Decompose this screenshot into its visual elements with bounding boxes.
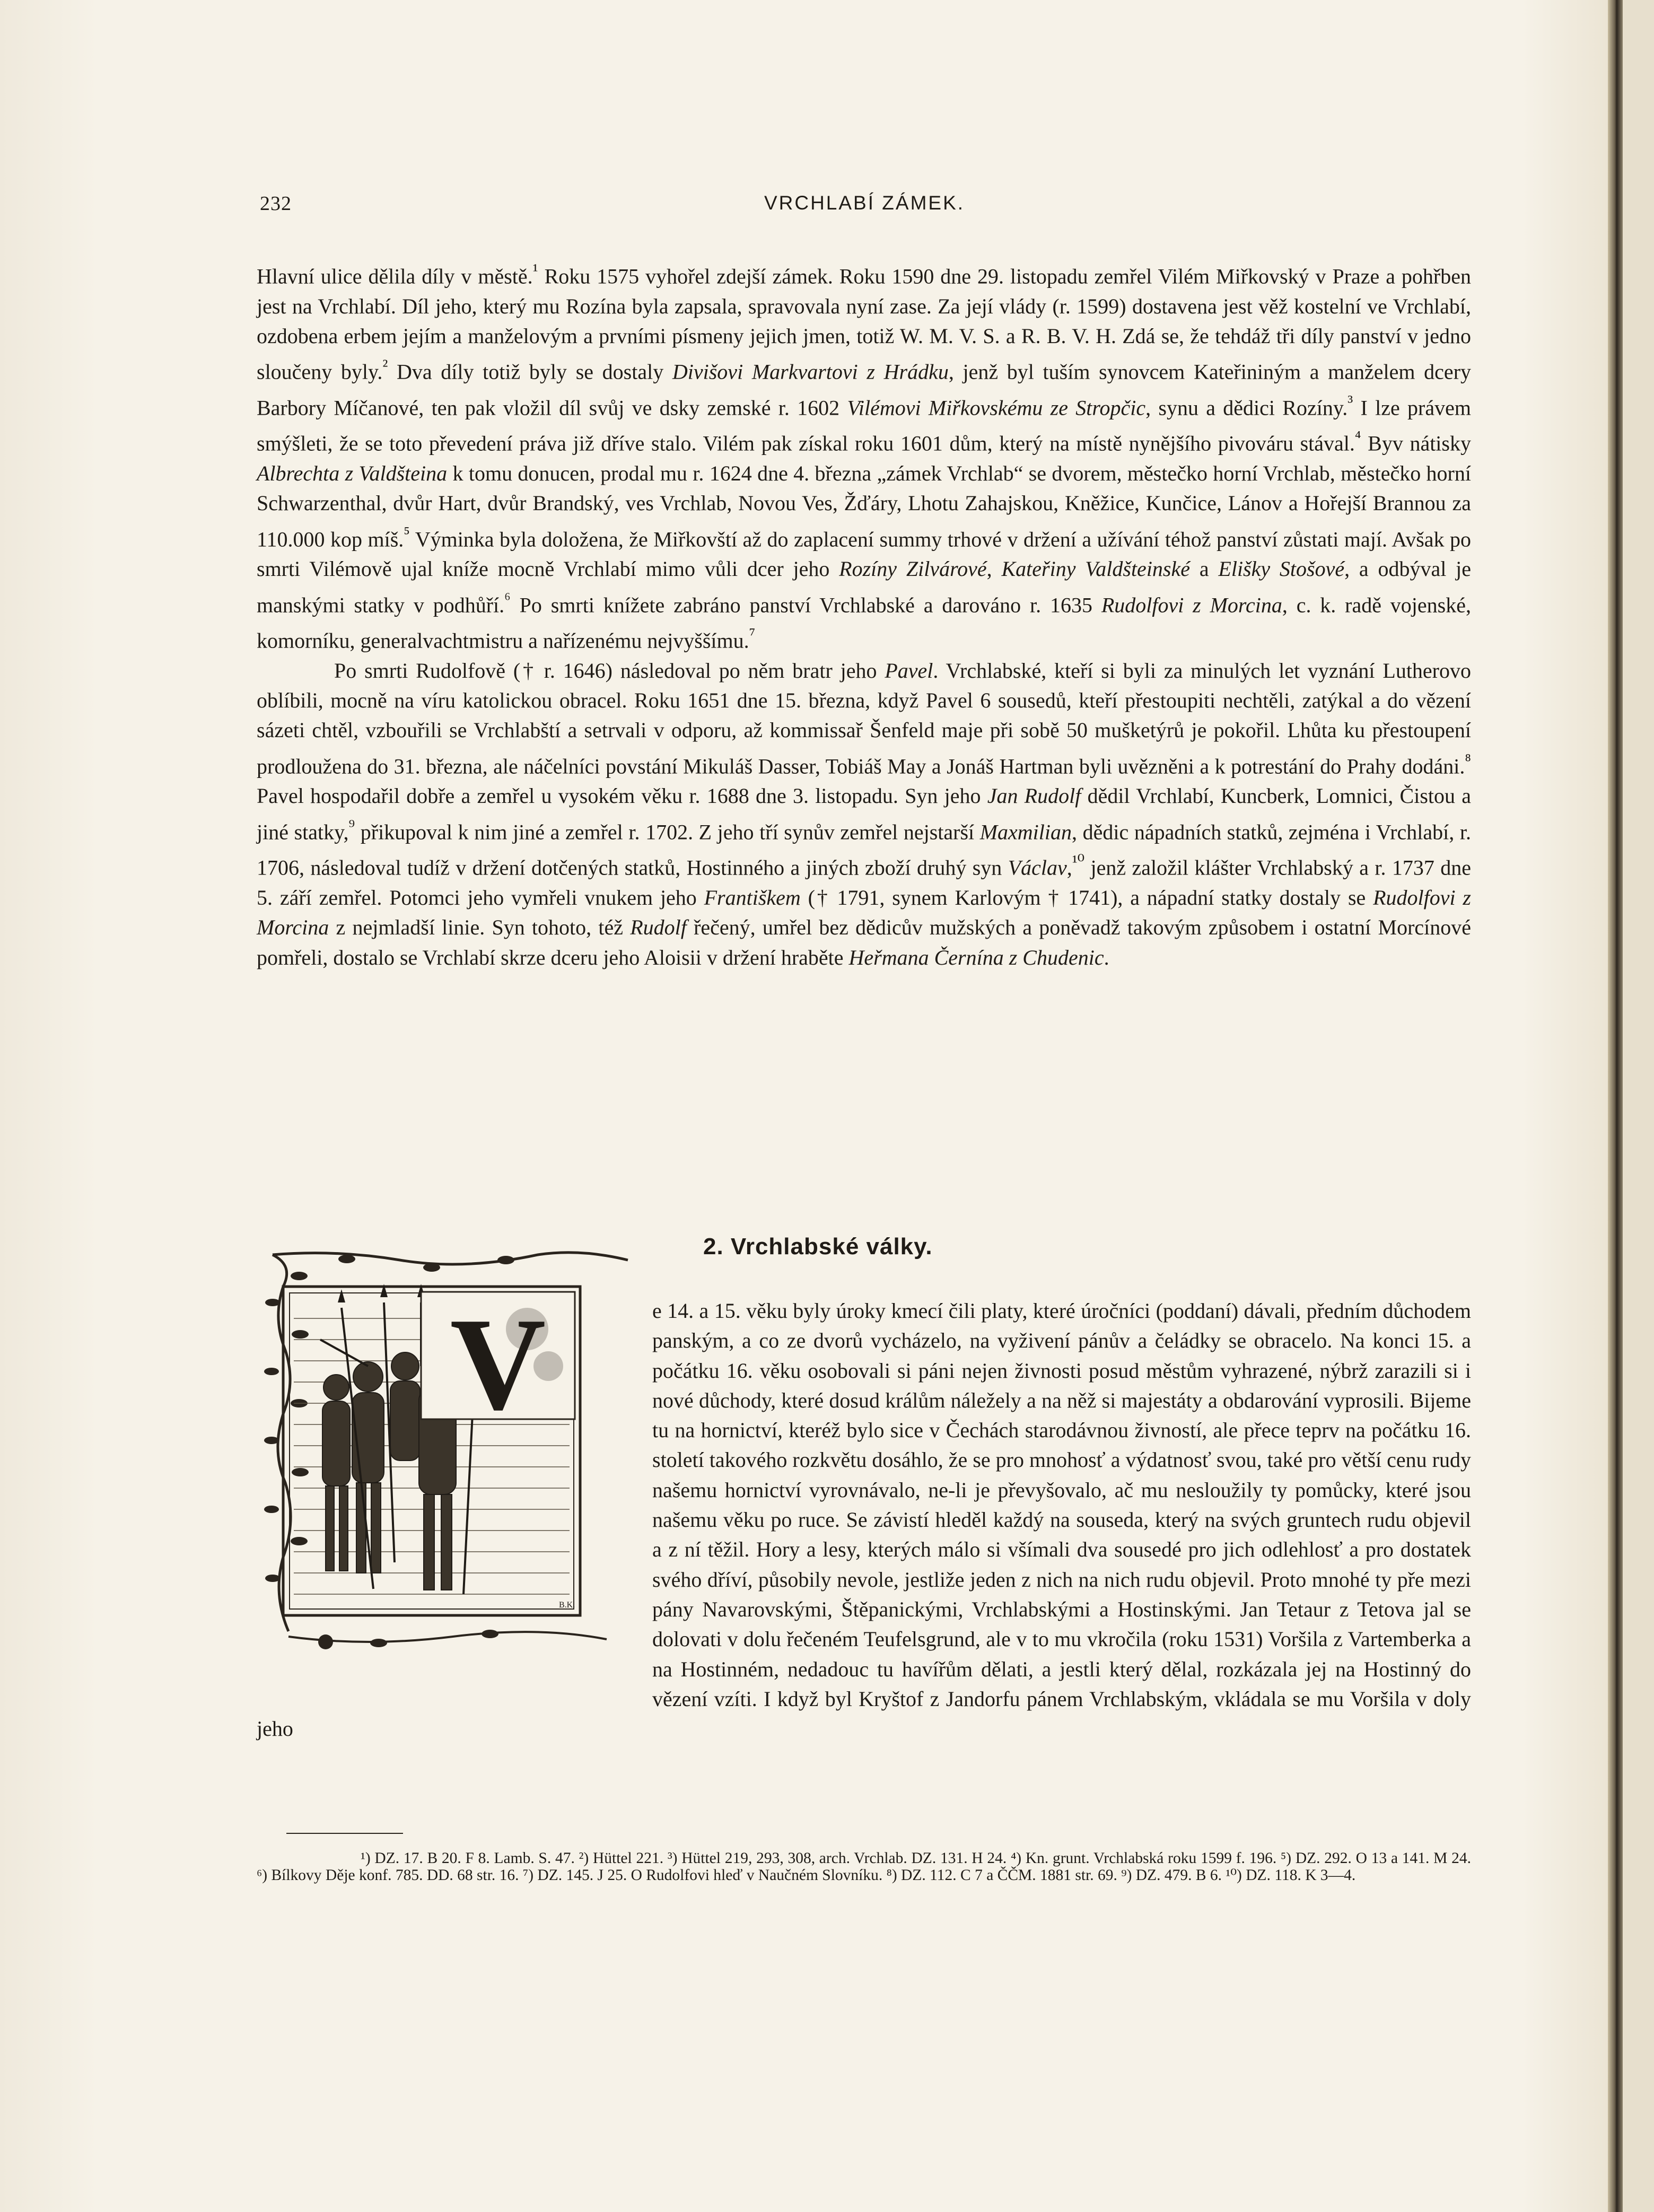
paragraph-1: Hlavní ulice dělila díly v městě.$^{^1}$ Roku 1575 vyhořel zdejší zámek. Roku 1590 dne 29. listopadu zemřel Vilém Miřkovský v Praze a pohřben jest na Vrchlabí. Díl jeho, který mu Rozína byla zapsala, spravovala nyní zase. Za její vlády (r. 1599) dostavena jest věž kostelní ve Vrchlabí, ozdobena erbem jejím a manželovým a prvními písmeny jejich jmen, totiž W. M. V. S. a R. B. V. H. Zdá se, že tehdáž tři díly panství v jedno sloučeny byly.$^{^2}$ Dva díly totiž byly se dostaly Divišovi Markvartovi z Hrádku, jenž byl tuším synovcem Kateřininým a manželem dcery Barbory Míčanové, ten pak vložil díl svůj ve dsky zemské r. 1602 Vilémovi Miřkovskému ze Stropčic, synu a dědici Rozíny.$^{^3}$ I lze právem smýšleti, že se toto převedení práva již dříve stalo. Vilém pak získal roku 1601 dům, který na místě nynějšího pivováru stával.$^{^4}$ Byv nátisky Albrechta z Valdšteina k tomu donucen, prodal mu r. 1624 dne 4. března „zámek Vrchlab“ se dvorem, městečko horní Vrchlab, městečko horní Schwarzenthal, dvůr Hart, dvůr Brandský, ves Vrchlab, Novou Ves, Žďáry, Lhotu Zahajskou, Kněžice, Kunčice, Lánov a Hořejší Brannou za 110.000 kop míš.$^{^5}$ Výminka byla doložena, že Miřkovští až do zaplacení summy trhové v držení a užívání téhož panství zůstati mají. Avšak po smrti Vilémově ujal kníže mocně Vrchlabí mimo vůli dcer jeho Rozíny Zilvárové, Kateřiny Valdšteinské a Elišky Stošové, a odbýval je manskými statky v podhůří.$^{^6}$ Po smrti knížete zabráno panství Vrchlabské a darováno r. 1635 Rudolfovi z Morcina, c. k. radě vojenské, komorníku, generalvachtmistru a nařízenému nejvyššímu.$^{^7}$ xyxy=(257,260,1472,653)
running-title: VRCHLABÍ ZÁMEK. xyxy=(764,192,965,214)
footnotes xyxy=(257,1850,1471,1884)
paragraph-2: Po smrti Rudolfově († r. 1646) následoval po něm bratr jeho Pavel. Vrchlabské, kteří si byli za minulých let vyznání Lutherovo oblíbili, mocně na víru katolickou obracel. Roku 1651 dne 15. března, když Pavel 6 sousedů, kteří přestoupiti nechtěli, zatýkal a do vězení sázeti chtěl, vzbouřili se Vrchlabští a setrvali v odporu, až kommissař Šenfeld maje při sobě 50 mušketýrů je pokořil. Lhůta ku přestoupení prodloužena do 31. března, ale náčelníci povstání Mikuláš Dasser, Tobiáš May a Jonáš Hartman byli uvězněni a k potrestání do Prahy dodáni.$^{^8}$ Pavel hospodařil dobře a zemřel u vysokém věku r. 1688 dne 3. listopadu. Syn jeho Jan Rudolf dědil Vrchlabí, Kuncberk, Lomnici, Čistou a jiné statky,$^{^9}$ přikupoval k nim jiné a zemřel r. 1702. Z jeho tří synův zemřel nejstarší Maxmilian, dědic nápadních statků, zejména i Vrchlabí, r. 1706, následoval tudíž v držení dotčených statků, Hostinného a jiných zboží druhý syn Václav,$^{^{10}}$ jenž založil klášter Vrchlabský a r. 1737 dne 5. září zemřel. Potomci jeho vymřeli vnukem jeho Františkem († 1791, synem Karlovým † 1741), a nápadní statky dostaly se Rudolfovi z Morcina z nejmladší linie. Syn tohoto, též Rudolf řečený, umřel bez dědicův mužských a poněvadž takovým způsobem i ostatní Morcínové pomřeli, dostalo se Vrchlabí skrze dceru jeho Aloisii v držení hraběte Heřmana Černína z Chudenic. xyxy=(257,658,1472,969)
section-body: e 14. a 15. věku byly úroky kmecí čili platy, které úročníci (poddaní) dávali, předním důchodem panským, a co ze dvorů vycházelo, na vyživení pánův a čeládky se obracelo. Na konci 15. a počátku 16. věku osobovali si páni nejen živnosti posud městům vyhrazené, nýbrž zarazili si i nové důchody, které dosud králům náležely a na něž si majestáty a obdarování vyprosili. Bijeme tu na hornictví, kteréž bylo sice v Čechách starodávnou živností, ale přece teprv na počátku 16. století takového rozkvětu dosáhlo, že se pro mnohosť a výdatnosť svou, také pro větší cenu rudy našemu hornictví vyrovnávalo, ne-li je převyšovalo, ač mu nesloužily ty pomůcky, které jsou našemu věku po ruce. Se závistí hleděl každý na souseda, který na svých gruntech rudu objevil a z ní těžil. Hory a lesy, kterých málo si všímali dva sousedé pro jich odlehlosť a pro dostatek svého dříví, působily nevole, jestliže jeden z nich na nich rudu objevil. Proto mnohé ty pře mezi pány Navarovskými, Štěpanickými, Vrchlabskými a Hostinskými. Jan Tetaur z Tetova jal se dolovati v dolu řečeném Teufelsgrund, ale v to mu vkročila (roku 1531) Voršila z Vartemberka a na Hostinném, nedadouc tu havířům dělati, a jestli který dělal, rozkázala jej na Hostinný do vězení vzíti. I když byl Kryštof z Jandorfu pánem Vrchlabským, vkládala se mu Voršila v doly jeho xyxy=(257,1299,1471,1741)
main-text xyxy=(257,256,1471,973)
book-binding xyxy=(1608,0,1623,2212)
page-header xyxy=(260,192,1469,229)
footnote-text: ¹) DZ. 17. B 20. F 8. Lamb. S. 47. ²) Hüttel 221. ³) Hüttel 219, 293, 308, arch. Vrchlab. DZ. 131. H 24. ⁴) Kn. grunt. Vrchlabská roku 1599 f. 196. ⁵) DZ. 292. O 13 a 141. M 24. ⁶) Bílkovy Děje konf. 785. DD. 68 str. 16. ⁷) DZ. 145. J 25. O Rudolfovi hleď v Naučném Slovníku. ⁸) DZ. 112. C 7 a ČČM. 1881 str. 69. ⁹) DZ. 479. B 6. ¹⁰) DZ. 118. K 3—4. xyxy=(257,1850,1471,1884)
page-number: 232 xyxy=(260,193,292,215)
engraver-mark: B.K. xyxy=(559,1601,575,1610)
section-title: 2. Vrchlabské války. xyxy=(703,1234,933,1260)
initial-letter: V xyxy=(450,1291,546,1438)
footnote-rule xyxy=(286,1833,403,1834)
initial-float-spacer xyxy=(257,1295,652,1685)
section-text xyxy=(257,1296,1471,1744)
page-edge xyxy=(1623,0,1654,2212)
